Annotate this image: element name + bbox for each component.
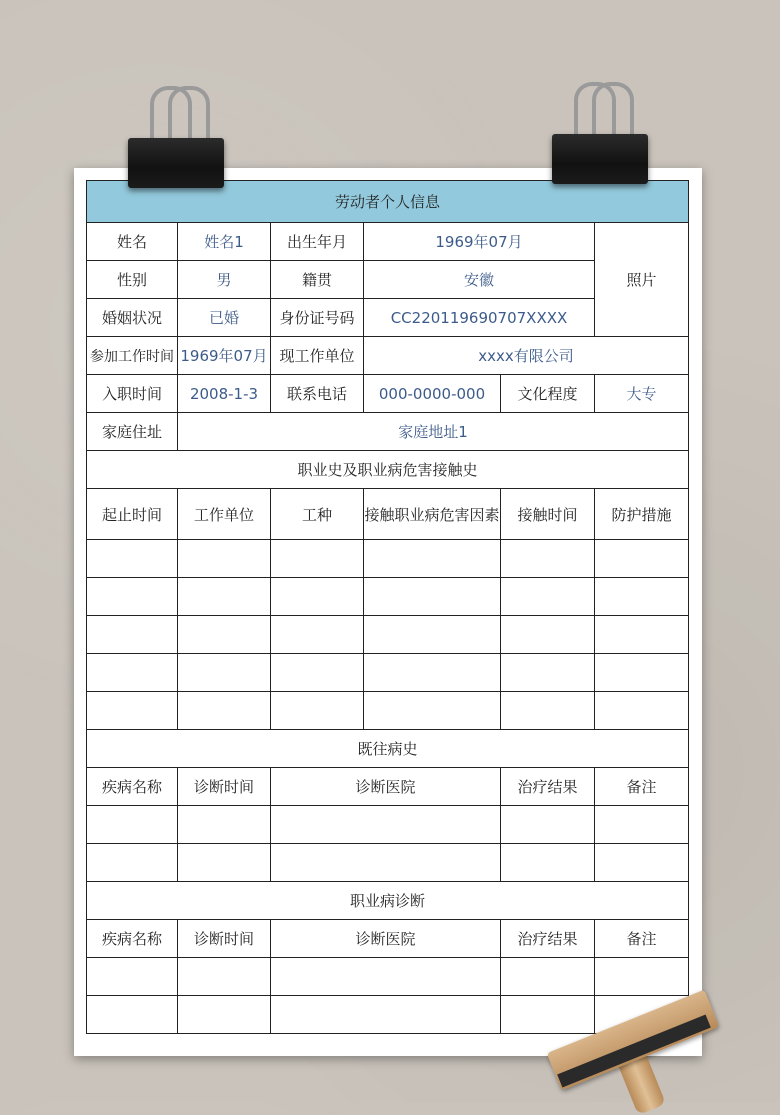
past-illness-cell[interactable] (501, 806, 595, 844)
diagnosis-header: 疾病名称 (87, 920, 178, 958)
diagnosis-header: 诊断医院 (271, 920, 501, 958)
past-illness-header: 疾病名称 (87, 768, 178, 806)
history-row (87, 540, 689, 578)
rubber-stamp (548, 984, 728, 1102)
history-cell[interactable] (271, 540, 364, 578)
past-illness-section-title: 既往病史 (87, 730, 689, 768)
history-cell[interactable] (178, 692, 271, 730)
history-cell[interactable] (595, 692, 689, 730)
history-cell[interactable] (271, 654, 364, 692)
history-row (87, 654, 689, 692)
history-cell[interactable] (178, 578, 271, 616)
past-illness-header: 治疗结果 (501, 768, 595, 806)
name-label: 姓名 (87, 223, 178, 261)
history-cell[interactable] (501, 578, 595, 616)
history-cell[interactable] (501, 654, 595, 692)
past-illness-cell[interactable] (87, 806, 178, 844)
past-illness-cell[interactable] (178, 844, 271, 882)
birth-value[interactable]: 1969年07月 (364, 223, 595, 261)
history-cell[interactable] (87, 540, 178, 578)
past-illness-cell[interactable] (595, 844, 689, 882)
past-illness-row (87, 806, 689, 844)
diagnosis-cell[interactable] (178, 996, 271, 1034)
diagnosis-cell[interactable] (87, 996, 178, 1034)
name-value[interactable]: 姓名1 (178, 223, 271, 261)
id-label: 身份证号码 (271, 299, 364, 337)
past-illness-cell[interactable] (595, 806, 689, 844)
employer-label: 现工作单位 (271, 337, 364, 375)
diagnosis-header: 诊断时间 (178, 920, 271, 958)
personal-info-table (86, 180, 689, 1034)
history-header: 接触时间 (501, 489, 595, 540)
marital-label: 婚姻状况 (87, 299, 178, 337)
employer-value[interactable]: xxxx有限公司 (364, 337, 689, 375)
history-cell[interactable] (271, 578, 364, 616)
gender-label: 性别 (87, 261, 178, 299)
diagnosis-section-title: 职业病诊断 (87, 882, 689, 920)
hire-value[interactable]: 2008-1-3 (178, 375, 271, 413)
history-cell[interactable] (364, 540, 501, 578)
diagnosis-cell[interactable] (271, 958, 501, 996)
history-cell[interactable] (595, 540, 689, 578)
diagnosis-header: 治疗结果 (501, 920, 595, 958)
history-cell[interactable] (271, 692, 364, 730)
history-cell[interactable] (87, 654, 178, 692)
origin-value[interactable]: 安徽 (364, 261, 595, 299)
hire-label: 入职时间 (87, 375, 178, 413)
phone-value[interactable]: 000-0000-000 (364, 375, 501, 413)
history-cell[interactable] (364, 692, 501, 730)
history-cell[interactable] (364, 654, 501, 692)
address-value[interactable]: 家庭地址1 (178, 413, 689, 451)
history-row (87, 578, 689, 616)
phone-label: 联系电话 (271, 375, 364, 413)
history-cell[interactable] (178, 654, 271, 692)
form-title: 劳动者个人信息 (87, 181, 689, 223)
past-illness-header: 备注 (595, 768, 689, 806)
history-cell[interactable] (501, 540, 595, 578)
past-illness-cell[interactable] (271, 844, 501, 882)
history-header: 工作单位 (178, 489, 271, 540)
history-section-title: 职业史及职业病危害接触史 (87, 451, 689, 489)
history-cell[interactable] (501, 692, 595, 730)
diagnosis-cell[interactable] (87, 958, 178, 996)
diagnosis-cell[interactable] (178, 958, 271, 996)
history-cell[interactable] (87, 616, 178, 654)
past-illness-cell[interactable] (271, 806, 501, 844)
history-row (87, 692, 689, 730)
past-illness-cell[interactable] (501, 844, 595, 882)
history-cell[interactable] (364, 616, 501, 654)
diagnosis-cell[interactable] (271, 996, 501, 1034)
history-cell[interactable] (178, 540, 271, 578)
form-sheet (74, 168, 702, 1056)
history-header: 工种 (271, 489, 364, 540)
past-illness-cell[interactable] (87, 844, 178, 882)
past-illness-header: 诊断医院 (271, 768, 501, 806)
diagnosis-header: 备注 (595, 920, 689, 958)
history-cell[interactable] (271, 616, 364, 654)
origin-label: 籍贯 (271, 261, 364, 299)
history-cell[interactable] (87, 578, 178, 616)
past-illness-row (87, 844, 689, 882)
history-cell[interactable] (501, 616, 595, 654)
work-start-label: 参加工作时间 (87, 337, 178, 375)
past-illness-header: 诊断时间 (178, 768, 271, 806)
history-cell[interactable] (595, 616, 689, 654)
photo-cell[interactable]: 照片 (595, 223, 689, 337)
marital-value[interactable]: 已婚 (178, 299, 271, 337)
history-row (87, 616, 689, 654)
address-label: 家庭住址 (87, 413, 178, 451)
history-cell[interactable] (595, 654, 689, 692)
history-cell[interactable] (87, 692, 178, 730)
work-start-value[interactable]: 1969年07月 (178, 337, 271, 375)
history-header: 起止时间 (87, 489, 178, 540)
history-cell[interactable] (595, 578, 689, 616)
gender-value[interactable]: 男 (178, 261, 271, 299)
history-header: 接触职业病危害因素 (364, 489, 501, 540)
history-cell[interactable] (364, 578, 501, 616)
past-illness-cell[interactable] (178, 806, 271, 844)
edu-value[interactable]: 大专 (595, 375, 689, 413)
edu-label: 文化程度 (501, 375, 595, 413)
birth-label: 出生年月 (271, 223, 364, 261)
history-header: 防护措施 (595, 489, 689, 540)
history-cell[interactable] (178, 616, 271, 654)
id-value[interactable]: CC220119690707XXXX (364, 299, 595, 337)
